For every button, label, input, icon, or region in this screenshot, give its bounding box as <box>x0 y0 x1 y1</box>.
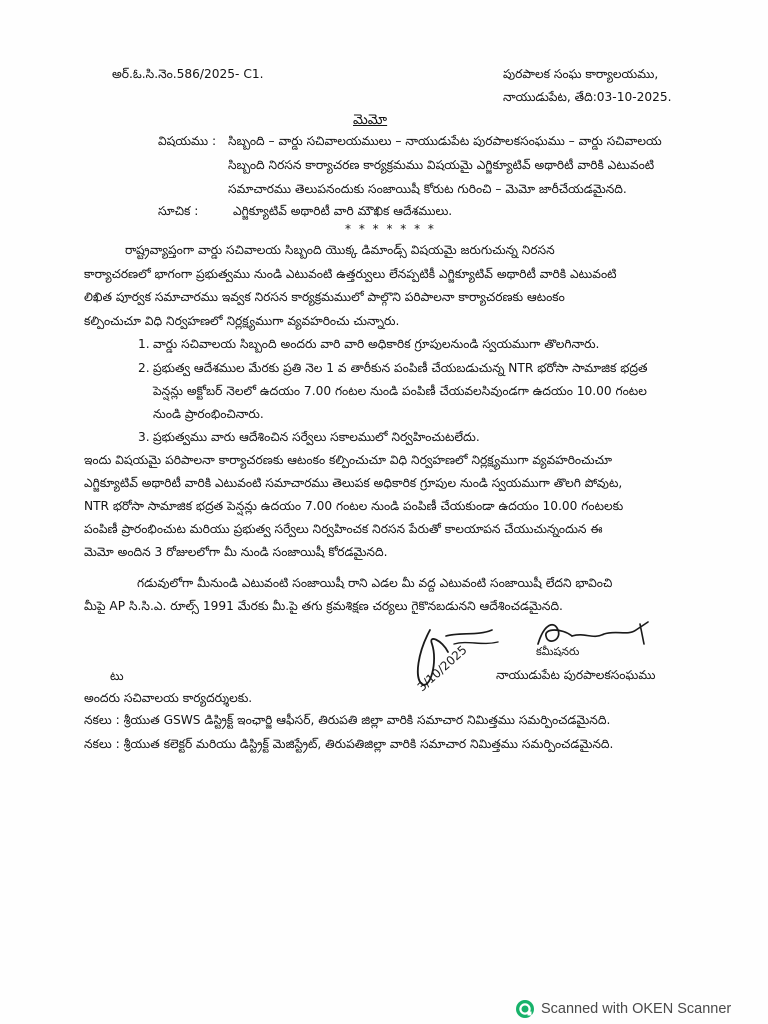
list-item-text: పెన్షన్లు అక్టోబర్ నెలలో ఉదయం 7.00 గంటల నుండి పంపిణీ చేయవలసివుండగా ఉదయం 10.00 గంటల <box>153 384 647 398</box>
list-item-text: వార్డు సచివాలయ సిబ్బంది అందరు వారి వారి అధికారిక గ్రూపులనుండి స్వయముగా తొలగినారు. <box>153 337 600 351</box>
subject-label: విషయము : <box>158 134 217 148</box>
para1-line: లిఖిత పూర్వక సమాచారము ఇవ్వక నిరసన కార్యక్రమములో పాల్గొని పరిపాలనా కార్యాచరణకు ఆటంకం <box>84 290 565 304</box>
para2-line: NTR భరోసా సామాజిక భద్రత పెన్షన్లు ఉదయం 7.00 గంటల నుండి పంపిణీ చేయకుండా ఉదయం 10.00 గంటలకు <box>84 499 624 513</box>
office-name: పురపాలక సంఘ కార్యాలయము, <box>503 67 659 81</box>
commissioner-label: కమీషనరు <box>536 645 580 658</box>
list-item-number: 2. <box>138 361 150 375</box>
oken-scanner-logo-icon <box>515 999 535 1019</box>
memo-title: మెమో <box>353 112 388 128</box>
to-label: టు <box>110 669 124 683</box>
list-item-text: నుండి ప్రారంభించినారు. <box>153 407 264 421</box>
reference-number: అర్.ఓ.సి.నెం.586/2025- C1. <box>112 67 264 81</box>
list-item-text: ప్రభుత్వ ఆదేశముల మేరకు ప్రతి నెల 1 వ తారీకున పంపిణీ చేయబడుచున్న NTR భరోసా సామాజిక భద్రత <box>153 361 648 375</box>
subject-line: సమాచారము తెలుపనందుకు సంజాయిషీ కోరుట గురించి – మెమో జారీచేయడమైనది. <box>228 182 627 196</box>
subject-line: సిబ్బంది నిరసన కార్యాచరణ కార్యక్రమము విషయమై ఎగ్జిక్యూటివ్ అథారిటీ వారికి ఎటువంటి <box>228 158 655 172</box>
place-date: నాయుడుపేట, తేది:03-10-2025. <box>503 90 672 104</box>
para3-line: గడువులోగా మీనుండి ఎటువంటి సంజాయిషీ రాని ఎడల మీ వద్ద ఎటువంటి సంజాయిషీ లేదని భావించి <box>137 576 613 590</box>
handwritten-initial-signature <box>408 622 508 698</box>
para1-line: కల్పించుచూ విధి నిర్వహణలో నిర్లక్ష్యముగా వ్యవహరించు చున్నారు. <box>84 314 400 328</box>
para1-line: కార్యాచరణలో భాగంగా ప్రభుత్వము నుండి ఎటువంటి ఉత్తర్వులు లేనప్పటికీ ఎగ్జిక్యూటివ్ అథారిటీ వారికి ఎటువంటి <box>84 267 617 281</box>
para2-line: పంపిణీ ప్రారంభించుట మరియు ప్రభుత్వ సర్వేలు నిర్వహించక నిరసన పేరుతో కాలయాపన చేయుచున్నందున ఈ <box>84 522 603 536</box>
reference-label: సూచిక : <box>158 204 199 218</box>
para1-line: రాష్ట్రవ్యాప్తంగా వార్డు సచివాలయ సిబ్బంది యొక్క డిమాండ్స్ విషయమై జరుగుచున్న నిరసన <box>125 243 555 257</box>
to-recipients: అందరు సచివాలయ కార్యదర్శులకు. <box>84 691 253 705</box>
scanner-label: Scanned with OKEN Scanner <box>541 1001 732 1017</box>
para2-line: ఇందు విషయమై పరిపాలనా కార్యాచరణకు ఆటంకం కల్పించుచూ విధి నిర్వహణలో నిర్లక్ష్యముగా వ్యవహరించుచూ <box>84 453 612 467</box>
subject-line: సిబ్బంది – వార్డు సచివాలయములు – నాయుడుపేట పురపాలకసంఘము – వార్డు సచివాలయ <box>228 134 662 148</box>
para3-line: మీపై AP సి.సి.ఎ. రూల్స్ 1991 మేరకు మీ.పై తగు క్రమశిక్షణ చర్యలు గైకొనబడునని ఆదేశించడమైనది. <box>84 599 563 613</box>
list-item-text: ప్రభుత్వము వారు ఆదేశించిన సర్వేలు సకాలములో నిర్వహించుటలేదు. <box>153 430 480 444</box>
signature-date: 3/10/2025 <box>414 642 470 695</box>
list-item-number: 1. <box>138 337 150 351</box>
separator-stars: * * * * * * * <box>345 222 436 236</box>
para2-line: ఎగ్జిక్యూటివ్ అథారిటీ వారికి ఎటువంటి సమాచారము తెలుపక అధికారిక గ్రూపుల నుండి స్వయముగా తొలగి పోవుట, <box>84 476 623 490</box>
scanner-watermark <box>515 999 731 1019</box>
list-item-number: 3. <box>138 430 150 444</box>
office-signature: నాయుడుపేట పురపాలకసంఘము <box>496 668 656 682</box>
copy-to-line: నకలు : శ్రీయుత కలెక్టర్ మరియు డిస్ట్రిక్ట్ మెజిస్ట్రేట్, తిరుపతిజిల్లా వారికి సమాచార నిమిత్తము సమర్పించడమైనది. <box>84 737 614 751</box>
reference-text: ఎగ్జిక్యూటివ్ అథారిటీ వారి మౌఖిక ఆదేశములు. <box>233 204 453 218</box>
para2-line: మెమో అందిన 3 రోజులలోగా మీ నుండి సంజాయిషీ కోరడమైనది. <box>84 545 388 559</box>
copy-to-line: నకలు : శ్రీయుత GSWS డిస్ట్రిక్ట్ ఇంఛార్జి ఆఫీసర్, తిరుపతి జిల్లా వారికి సమాచార నిమిత్తము సమర్పించడమైనది. <box>84 713 611 727</box>
